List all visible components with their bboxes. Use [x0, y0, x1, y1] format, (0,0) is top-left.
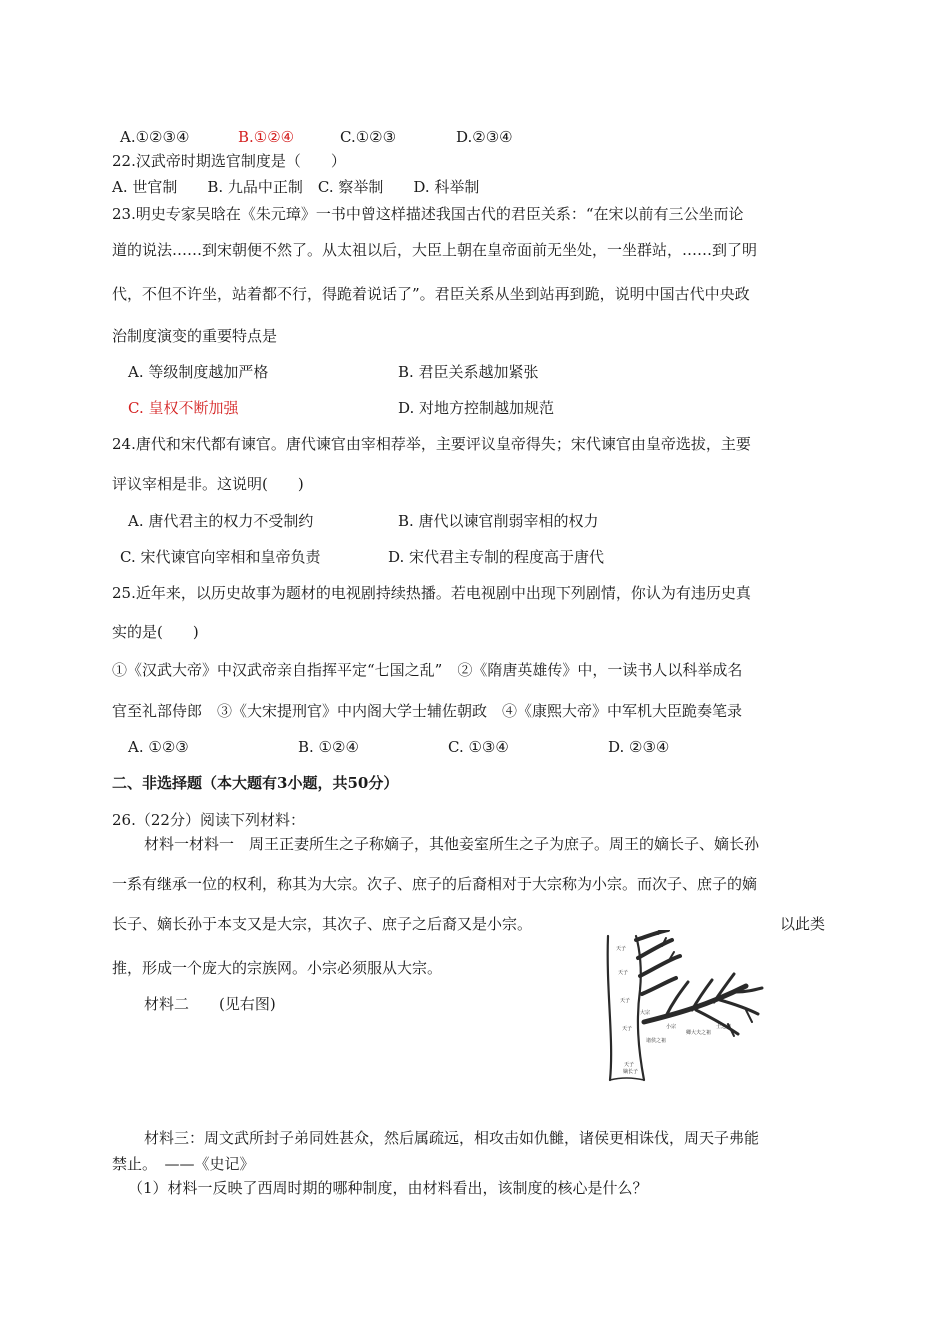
- q25-option-a: A. ①②③: [128, 738, 189, 756]
- q21-option-c: C.①②③: [340, 128, 397, 146]
- tree-label-4: 天子: [622, 1026, 633, 1032]
- material-1-line-2: 一系有继承一位的权利，称其为大宗。次子、庶子的后裔相对于大宗称为小宗。而次子、庶子的嫡: [112, 875, 758, 893]
- q24-option-b: B. 唐代以谏官削弱宰相的权力: [398, 512, 599, 530]
- tree-label-2: 天子: [618, 970, 629, 976]
- q23-option-b: B. 君臣关系越加紧张: [398, 363, 539, 381]
- q22-stem: 22.汉武帝时期选官制度是（ ）: [112, 152, 346, 170]
- q25-item-1-2: ①《汉武大帝》中汉武帝亲自指挥平定“七国之乱” ②《隋唐英雄传》中，一读书人以科举成名: [112, 661, 743, 679]
- material-3-line-2: 禁止。 ——《史记》: [112, 1155, 255, 1173]
- q25-line-2: 实的是( ): [112, 623, 199, 641]
- q23-line-2: 道的说法……到宋朝便不然了。从太祖以后，大臣上朝在皇帝面前无坐处，一坐群站，……到了明: [112, 241, 758, 259]
- q24-line-2: 评议宰相是非。这说明( ): [112, 475, 304, 493]
- q25-option-b: B. ①②④: [298, 738, 359, 756]
- q25-line-1: 25.近年来，以历史故事为题材的电视剧持续热播。若电视剧中出现下列剧情，你认为有违历史真: [112, 584, 751, 602]
- q23-line-3: 代，不但不许坐，站着都不行，得跪着说话了”。君臣关系从坐到站再到跪，说明中国古代中央政: [112, 285, 750, 303]
- q25-option-c: C. ①③④: [448, 738, 509, 756]
- tree-label-7: 大宗: [640, 1010, 651, 1016]
- q21-option-d: D.②③④: [456, 128, 513, 146]
- tree-label-3: 天子: [620, 998, 631, 1004]
- material-1-line-3-tail: 以此类: [780, 915, 826, 933]
- q21-option-b: B.①②④: [238, 128, 295, 146]
- tree-label-8: 小宗: [666, 1024, 677, 1030]
- q26-stem: 26.（22分）阅读下列材料：: [112, 811, 305, 829]
- q24-line-1: 24.唐代和宋代都有谏官。唐代谏官由宰相荐举，主要评议皇帝得失；宋代谏官由皇帝选拔，主要: [112, 435, 751, 453]
- section-2-title: 二、非选择题（本大题有3小题，共50分）: [112, 774, 399, 792]
- clan-tree-figure: [596, 930, 766, 1082]
- tree-label-6: 嫡长子: [623, 1069, 639, 1075]
- q21-option-a: A.①②③④: [120, 128, 190, 146]
- material-1-line-4: 推，形成一个庞大的宗族网。小宗必须服从大宗。: [112, 959, 443, 977]
- q24-option-a: A. 唐代君主的权力不受制约: [128, 512, 314, 530]
- tree-label-1: 天子: [616, 946, 627, 952]
- q24-option-d: D. 宋代君主专制的程度高于唐代: [388, 548, 605, 566]
- q26-subquestion-1: （1）材料一反映了西周时期的哪种制度，由材料看出，该制度的核心是什么？: [128, 1179, 648, 1197]
- q23-option-d: D. 对地方控制越加规范: [398, 399, 555, 417]
- material-2-label: 材料二 (见右图): [144, 995, 276, 1013]
- material-1-line-1: 材料一材料一 周王正妻所生之子称嫡子，其他妾室所生之子为庶子。周王的嫡长子、嫡长孙: [144, 835, 760, 853]
- material-3-line-1: 材料三：周文武所封子弟同姓甚众，然后属疏远，相攻击如仇雠，诸侯更相诛伐，周天子弗能: [144, 1129, 760, 1147]
- tree-label-11: 士之祖: [716, 1024, 732, 1030]
- q22-options: A. 世官制 B. 九品中正制 C. 察举制 D. 科举制: [112, 178, 480, 196]
- q23-option-a: A. 等级制度越加严格: [128, 363, 269, 381]
- q25-item-3-4: 官至礼部侍郎 ③《大宋提刑官》中内阁大学士辅佐朝政 ④《康熙大帝》中军机大臣跪奏笔录: [112, 702, 743, 720]
- tree-label-10: 卿大夫之祖: [686, 1030, 712, 1036]
- q25-option-d: D. ②③④: [608, 738, 670, 756]
- q23-option-c: C. 皇权不断加强: [128, 399, 239, 417]
- tree-label-5: 天子: [624, 1062, 635, 1068]
- q23-line-1: 23.明史专家吴晗在《朱元璋》一书中曾这样描述我国古代的君臣关系：“在宋以前有三公坐而论: [112, 205, 744, 223]
- material-1-line-3: 长子、嫡长孙于本支又是大宗，其次子、庶子之后裔又是小宗。: [112, 915, 533, 933]
- q23-line-4: 治制度演变的重要特点是: [112, 327, 278, 345]
- tree-label-9: 诸侯之祖: [646, 1038, 667, 1044]
- q24-option-c: C. 宋代谏官向宰相和皇帝负责: [120, 548, 321, 566]
